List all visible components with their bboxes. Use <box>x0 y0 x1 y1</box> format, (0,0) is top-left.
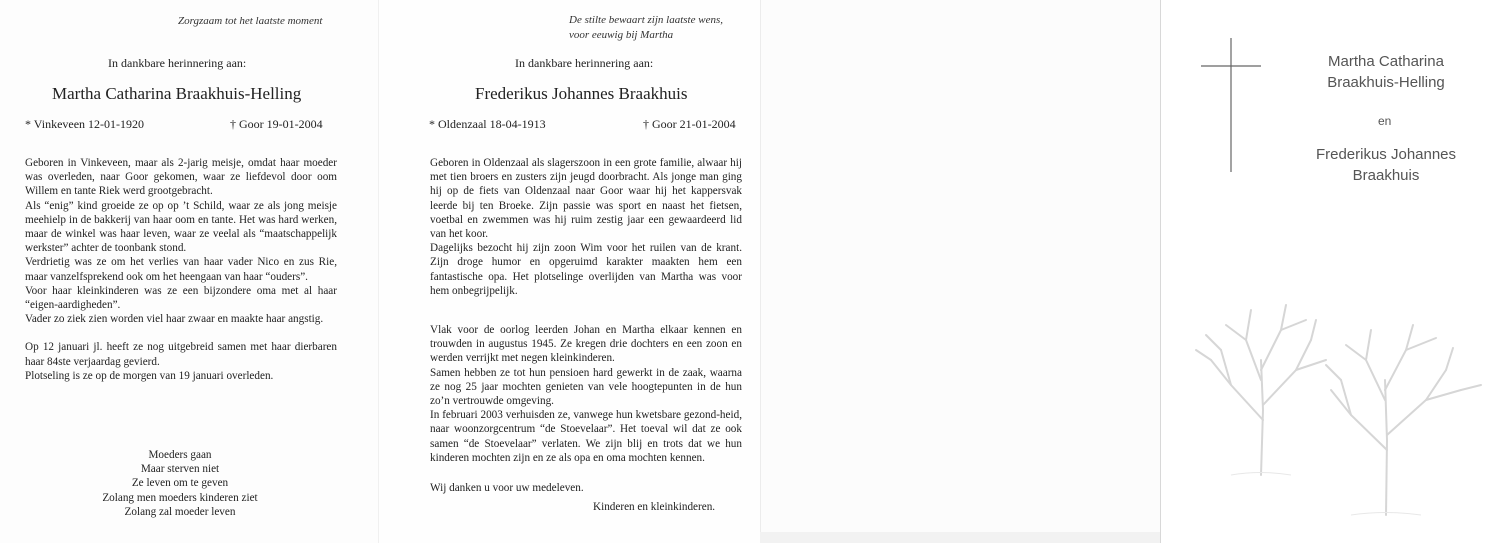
poem-line: Zolang men moeders kinderen ziet <box>102 491 258 504</box>
martha-paragraph: Vader zo ziek zien worden viel haar zwaar en maakte haar angstig. <box>25 313 324 326</box>
motto-line: De stilte bewaart zijn laatste wens, <box>569 14 723 26</box>
cover-name-martha <box>1281 51 1491 93</box>
cover-panel <box>1160 0 1500 543</box>
martha-death: † Goor 19-01-2004 <box>230 117 323 131</box>
martha-paragraph: Geboren in Vinkeveen, maar als 2-jarig meisje, omdat haar moeder was overleden, naar Goor gekomen, waar ze liefdevol door oom Willem en tante Riek werd grootgebracht. <box>25 157 337 198</box>
martha-paragraph: Als “enig” kind groeide ze op op ’t Schild, waar ze als jong meisje meehielp in de bakkerij van haar oom en tante. Het was hard werken, maar de winkel was haar leven, waar ze veelal als “maatschappelijk werkster” achter de toonbank stond. <box>25 199 337 255</box>
martha-paragraph: Verdrietig was ze om het verlies van haar vader Nico en zus Rie, maar vanzelfsprekend ook om het heengaan van haar “ouders”. <box>25 256 337 283</box>
blank-page <box>760 0 1160 543</box>
martha-biography <box>25 156 337 383</box>
frederikus-birth: * Oldenzaal 18-04-1913 <box>429 117 546 131</box>
martha-paragraph: Op 12 januari jl. heeft ze nog uitgebreid samen met haar dierbaren haar 84ste verjaardag gevierd. <box>25 341 337 368</box>
motto-line: voor eeuwig bij Martha <box>569 29 674 41</box>
frederikus-paragraph: Geboren in Oldenzaal als slagerszoon in een grote familie, alwaar hij met tien broers en zusters zijn jeugd doorbracht. Als jonge man ging hij op de fiets van Oldenzaal naar Goor waar hij het kappersvak leerde bij ten Broeke. Zijn passie was sport en naast het fietsen, voetbal en zwemmen was hij ruim zestig jaar een gewaardeerd lid van het koor. <box>430 157 742 241</box>
martha-paragraph: Voor haar kleinkinderen was ze een bijzondere oma met al haar “eigen-aardigheden”. <box>25 284 337 312</box>
frederikus-biography <box>430 156 742 465</box>
martha-paragraph: Plotseling is ze op de morgen van 19 januari overleden. <box>25 369 274 382</box>
cover-name-line: Martha Catharina <box>1328 53 1444 70</box>
martha-birth: * Vinkeveen 12-01-1920 <box>25 117 145 131</box>
cover-name-frederikus <box>1301 144 1471 186</box>
poem-line: Moeders gaan <box>148 449 212 461</box>
frederikus-paragraph: In februari 2003 verhuisden ze, vanwege hun kwetsbare gezond-heid, naar woonzorgcentrum “de Stoevelaar”. Het toeval wil dat ze ook samen “de Stoevelaar” verlaten. We zijn blij en trots dat we hun kinderen mochten zijn en ze als opa en oma mochten kennen. <box>430 409 742 464</box>
frederikus-thanks-heading: In dankbare herinnering aan: <box>515 56 654 70</box>
frederikus-closing: Wij danken u voor uw medeleven. <box>430 482 584 494</box>
frederikus-motto <box>569 13 723 43</box>
frederikus-signature: Kinderen en kleinkinderen. <box>593 501 716 513</box>
bare-trees-illustration <box>1191 290 1491 520</box>
martha-poem <box>60 448 300 519</box>
frederikus-death: † Goor 21-01-2004 <box>643 117 736 131</box>
poem-line: Maar sterven niet <box>140 463 220 476</box>
martha-name: Martha Catharina Braakhuis-Helling <box>52 84 302 103</box>
cover-conjunction: en <box>1378 114 1392 128</box>
cover-name-line: Braakhuis-Helling <box>1327 74 1445 91</box>
martha-thanks-heading: In dankbare herinnering aan: <box>108 56 247 70</box>
frederikus-paragraph: Samen hebben ze tot hun pensioen hard gewerkt in de zaak, waarna ze nog 25 jaar mochten genieten van vele hoogtepunten in de hun zo’n vertrouwde omgeving. <box>430 366 742 408</box>
poem-line: Ze leven om te geven <box>131 477 229 490</box>
frederikus-paragraph: Dagelijks bezocht hij zijn zoon Wim voor het ruilen van de krant. Zijn droge humor en opgeruimd karakter maakten hem een fantastische opa. Het plotselinge overlijden van Martha was voor hem onbegrijpelijk. <box>430 242 742 297</box>
martha-panel <box>0 0 378 543</box>
cover-name-line: Braakhuis <box>1352 167 1420 184</box>
cross-icon <box>1199 36 1269 176</box>
cover-name-line: Frederikus Johannes <box>1315 146 1457 163</box>
frederikus-name: Frederikus Johannes Braakhuis <box>475 84 688 103</box>
martha-motto: Zorgzaam tot het laatste moment <box>178 15 323 27</box>
frederikus-paragraph: Vlak voor de oorlog leerden Johan en Martha elkaar kennen en trouwden in augustus 1945. Ze kregen drie dochters en een zoon en werden verrijkt met negen kleinkinderen. <box>430 324 742 365</box>
frederikus-panel <box>378 0 760 543</box>
poem-line: Zolang zal moeder leven <box>124 505 236 518</box>
